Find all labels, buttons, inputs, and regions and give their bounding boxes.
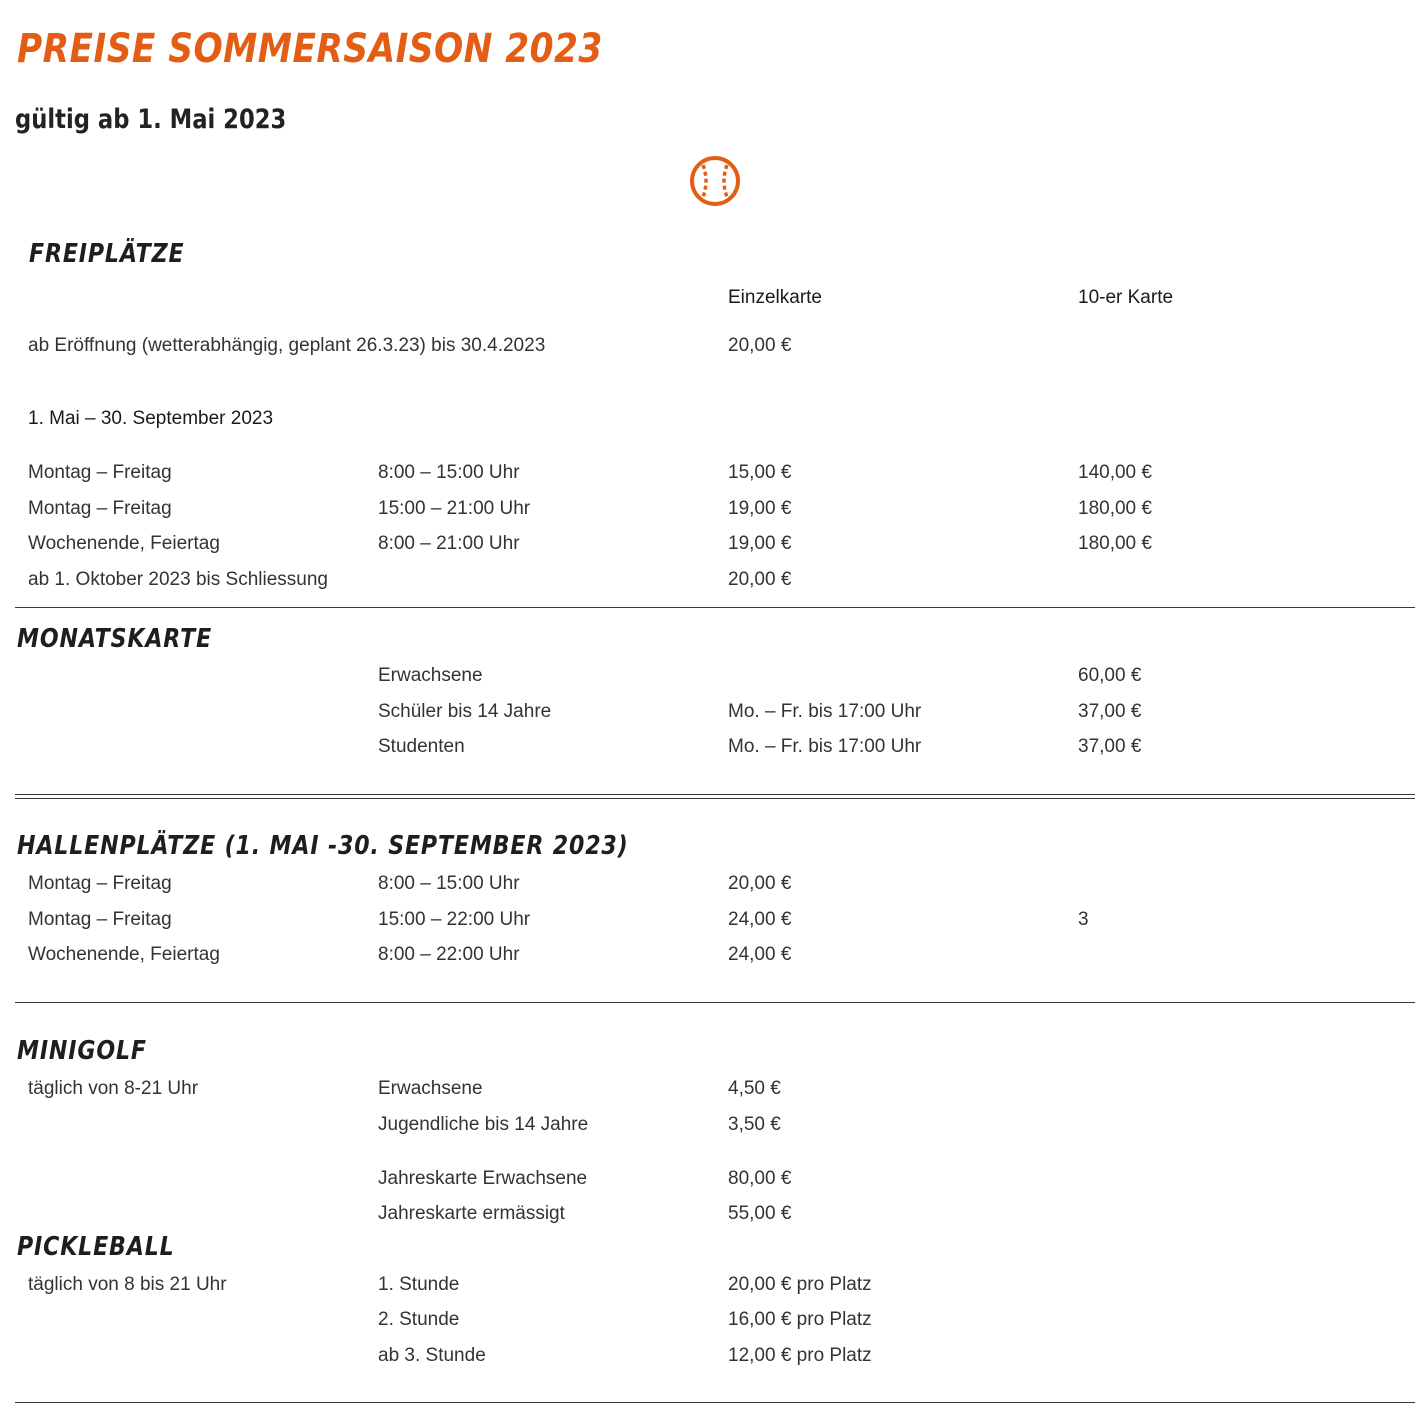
row-day: Montag – Freitag (28, 462, 172, 483)
row-price: 60,00 € (1078, 665, 1142, 686)
tennis-ball-icon (689, 155, 741, 207)
row-ten-price: 140,00 € (1078, 462, 1152, 483)
row-time: 15:00 – 22:00 Uhr (378, 909, 531, 930)
row-condition: Mo. – Fr. bis 17:00 Uhr (728, 736, 922, 757)
section-title-pickleball: PICKLEBALL (17, 1232, 175, 1262)
section-divider (15, 1002, 1415, 1003)
row-label: Jahreskarte Erwachsene (378, 1168, 588, 1189)
row-price: 24,00 € (728, 944, 792, 965)
row-single-price: 19,00 € (728, 533, 792, 554)
row-single-price: 15,00 € (728, 462, 792, 483)
row-single-price: 19,00 € (728, 498, 792, 519)
section-divider (15, 1402, 1415, 1403)
row-ten-price: 180,00 € (1078, 533, 1152, 554)
section-title-minigolf: MINIGOLF (17, 1036, 147, 1066)
minigolf-hours: täglich von 8-21 Uhr (28, 1078, 199, 1099)
row-day: Montag – Freitag (28, 909, 172, 930)
row-time: 8:00 – 21:00 Uhr (378, 533, 520, 554)
row-group: Studenten (378, 736, 465, 757)
row-price: 20,00 € (728, 873, 792, 894)
row-price: 37,00 € (1078, 736, 1142, 757)
row-price: 55,00 € (728, 1203, 792, 1224)
row-day: Wochenende, Feiertag (28, 533, 220, 554)
section-title-freiplaetze: FREIPLÄTZE (29, 239, 185, 269)
row-label: 1. Stunde (378, 1274, 460, 1295)
page-subtitle: gültig ab 1. Mai 2023 (15, 104, 287, 135)
section-divider (15, 794, 1415, 795)
section-title-hallenplaetze: HALLENPLÄTZE (1. MAI -30. SEPTEMBER 2023) (17, 831, 629, 861)
row-day: Montag – Freitag (28, 873, 172, 894)
row-label: Erwachsene (378, 1078, 483, 1099)
opening-period-label: ab Eröffnung (wetterabhängig, geplant 26.3.23) bis 30.4.2023 (28, 335, 546, 356)
section-divider (15, 607, 1415, 608)
row-label: Jahreskarte ermässigt (378, 1203, 565, 1224)
season-period-label: 1. Mai – 30. September 2023 (28, 408, 274, 429)
row-time: 8:00 – 15:00 Uhr (378, 462, 520, 483)
row-label: ab 3. Stunde (378, 1345, 486, 1366)
page-title: PREISE SOMMERSAISON 2023 (17, 26, 603, 72)
row-day: Wochenende, Feiertag (28, 944, 220, 965)
row-label: Jugendliche bis 14 Jahre (378, 1114, 589, 1135)
row-price: 20,00 € pro Platz (728, 1274, 872, 1295)
row-group: Schüler bis 14 Jahre (378, 701, 552, 722)
row-price: 80,00 € (728, 1168, 792, 1189)
row-price: 16,00 € pro Platz (728, 1309, 872, 1330)
column-header-einzelkarte: Einzelkarte (728, 287, 822, 308)
row-group: Erwachsene (378, 665, 483, 686)
row-price: 4,50 € (728, 1078, 781, 1099)
row-price: 12,00 € pro Platz (728, 1345, 872, 1366)
row-price: 3,50 € (728, 1114, 781, 1135)
october-period-price: 20,00 € (728, 569, 792, 590)
october-period-label: ab 1. Oktober 2023 bis Schliessung (28, 569, 328, 590)
row-day: Montag – Freitag (28, 498, 172, 519)
row-extra: 3 (1078, 909, 1089, 930)
row-condition: Mo. – Fr. bis 17:00 Uhr (728, 701, 922, 722)
section-title-monatskarte: MONATSKARTE (17, 624, 213, 654)
pickleball-hours: täglich von 8 bis 21 Uhr (28, 1274, 227, 1295)
opening-period-price: 20,00 € (728, 335, 792, 356)
row-label: 2. Stunde (378, 1309, 460, 1330)
column-header-10er-karte: 10-er Karte (1078, 287, 1174, 308)
row-price: 37,00 € (1078, 701, 1142, 722)
row-time: 15:00 – 21:00 Uhr (378, 498, 531, 519)
row-time: 8:00 – 22:00 Uhr (378, 944, 520, 965)
row-ten-price: 180,00 € (1078, 498, 1152, 519)
row-time: 8:00 – 15:00 Uhr (378, 873, 520, 894)
section-divider (15, 798, 1415, 799)
row-price: 24,00 € (728, 909, 792, 930)
